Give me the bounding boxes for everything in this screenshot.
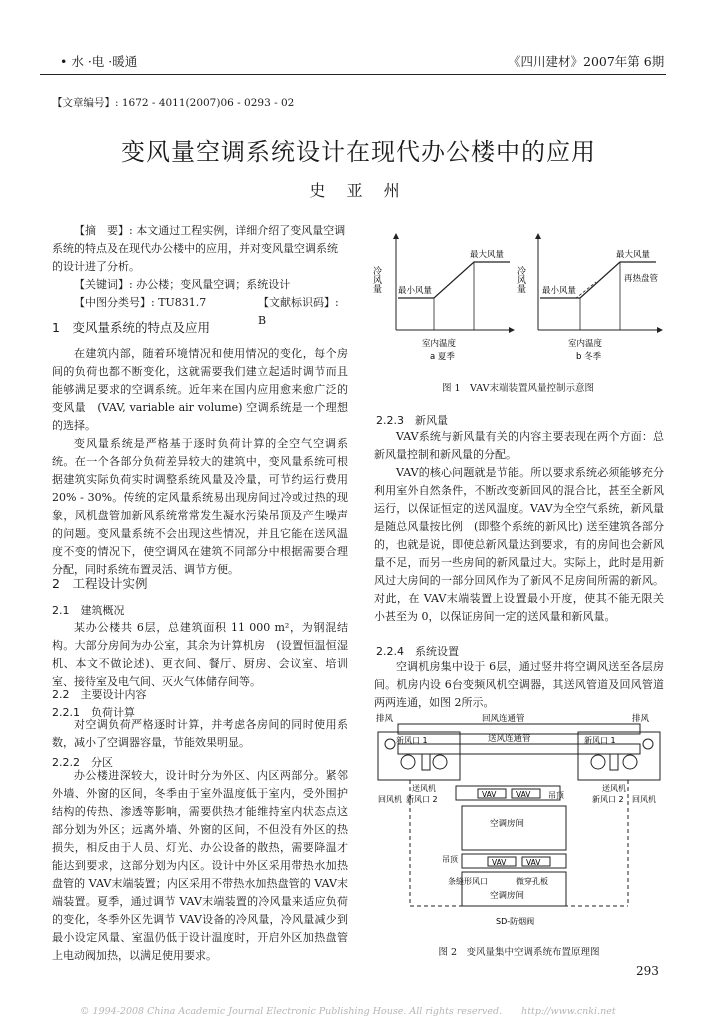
ahu-left xyxy=(378,732,460,804)
journal-section: • 水 ·电 ·暖通 xyxy=(60,54,138,69)
vav-box-4-label: VAV xyxy=(526,858,541,867)
section-2-heading: 2 工程设计实例 xyxy=(52,576,148,591)
section-1-para-2: 变风量系统是严格基于逐时负荷计算的全空气空调系统。在一个各部分负荷差异较大的建筑中，变风量系统可根据建筑实际负荷实时调整系统风量及冷量，可节约运行费用 20% - 30%。传统的定风量系统易出现房间过冷或过热的现象，风机盘管加新风系统常常发生凝水污染吊顶及产生噪声的问题。变风量系统不会出现这些情况，并且它能在送风温度不变的情况下，使空调风在建筑不同部分中根据需要合理分配，同时系统布置灵活、调节方便。 xyxy=(52,437,348,576)
exhaust-right-label: 排风 xyxy=(632,714,650,724)
figure-1-caption: 图 1 VAV末端装置风量控制示意图 xyxy=(441,383,595,394)
panel-b-reheat-label: 再热盘管 xyxy=(624,274,659,284)
doc-code: 【文献标识码】: B xyxy=(258,296,339,327)
section-2-2-3-para-2: VAV的核心问题就是节能。所以要求系统必须能够充分利用室外自然条件，不断改变新回风的混合比，甚至全新风运行，以保证恒定的送风温度。VAV为全空气系统，新风量是随总风量按比例 (即整个系统的新风比) 送至建筑各部分的，也就是说，即使总新风量达到要求，有的房间也会新风量不足，而另一些房间的新风量过大。实际上，此时是用新风过大房间的一部分回风作为了新风不足房间所需的新风。对此，在 VAV末端装置上设置最小开度，使其不能无限关小甚至为 0，以保证房间一定的送风量和新风量。 xyxy=(374,466,664,623)
section-2-2-1-para: 对空调负荷严格逐时计算，并考虑各房间的同时使用系数，减小了空调器容量，节能效果明显。 xyxy=(52,718,348,749)
ahu-left-coil xyxy=(422,754,430,770)
return-fan-left-label: 回风机 xyxy=(378,795,402,804)
supply-connecting-duct xyxy=(398,744,640,754)
ceiling-2-label: 吊顶 xyxy=(442,855,458,864)
fresh-inlet-1-right: 新风口 1 xyxy=(584,736,616,745)
section-2-2-4-heading: 2.2.4 系统设置 xyxy=(376,645,459,658)
figure-1 xyxy=(370,226,666,386)
section-2-1-heading: 2.1 建筑概况 xyxy=(52,604,125,617)
figure-1-panel-b xyxy=(515,236,660,362)
supply-duct-label: 送风连通管 xyxy=(488,734,531,744)
vav-box-3-label: VAV xyxy=(492,858,507,867)
copyright-footer: © 1994-2008 China Academic Journal Electronic Publishing House. All rights reserved. http://www.cnki.net xyxy=(80,1006,616,1017)
fresh-inlet-1-left: 新风口 1 xyxy=(396,736,428,745)
panel-b-ylabel: 冷风量 xyxy=(515,266,525,293)
page-number: 293 xyxy=(636,964,659,978)
ahu-left-fan2-icon xyxy=(433,755,447,769)
section-2-1-para: 某办公楼共 6层，总建筑面积 11 000 m²，为钢混结构。大部分房间为办公室，其余为计算机房 (设置恒温恒湿机、本文不做论述)、更衣间、餐厅、厨房、会议室、培训室、接待室及电气间、灭火气体储存间等。 xyxy=(52,621,348,688)
return-fan-right-label: 回风机 xyxy=(632,795,656,804)
section-2-2-3-para-1: VAV系统与新风量有关的内容主要表现在两个方面：总新风量控制和新风量的分配。 xyxy=(374,430,664,461)
panel-b-min-label: 最小风量 xyxy=(542,286,577,296)
ahu-left-motor-icon xyxy=(385,739,395,749)
section-2-2-2-heading: 2.2.2 分区 xyxy=(52,756,113,769)
room-1 xyxy=(456,786,566,850)
article-number: 【文章编号】: 1672 - 4011(2007)06 - 0293 - 02 xyxy=(52,97,295,109)
ahu-left-fan-icon xyxy=(401,755,415,769)
smoke-damper-label: SD-防烟阀 xyxy=(496,917,535,926)
section-2-2-3-body xyxy=(374,428,664,626)
section-2-2-2-body xyxy=(52,767,348,965)
panel-b-caption: b 冬季 xyxy=(576,352,602,362)
header-rule xyxy=(40,74,666,75)
ahu-right xyxy=(578,732,660,804)
author: 史 亚 州 xyxy=(309,181,408,200)
keywords: 【关键词】: 办公楼；变风量空调；系统设计 xyxy=(74,278,291,291)
section-1-body xyxy=(52,345,348,579)
supply-fan-right-label: 送风机 xyxy=(602,784,626,793)
figure-1-panel-a xyxy=(371,236,512,362)
section-2-1-body xyxy=(52,619,348,691)
room-1-label: 空调房间 xyxy=(490,819,525,829)
room-2-label: 空调房间 xyxy=(490,891,525,901)
ahu-right-motor-icon xyxy=(643,739,653,749)
panel-a-max-label: 最大风量 xyxy=(470,250,505,260)
supply-fan-left-label: 送风机 xyxy=(412,784,436,793)
panel-a-xlabel: 室内温度 xyxy=(422,339,457,349)
return-duct-label: 回风连通管 xyxy=(482,714,525,724)
figure-2 xyxy=(370,710,668,932)
section-2-2-4-body xyxy=(374,658,664,712)
section-2-2-1-body xyxy=(52,716,348,752)
abstract-text: 【摘 要】: 本文通过工程实例，详细介绍了变风量空调系统的特点及在现代办公楼中的应用，并对变风量空调系统的设计进了分析。 xyxy=(52,224,346,273)
section-1-para-1: 在建筑内部，随着环境情况和使用情况的变化，每个房间的负荷也都不断变化，这就需要我们建立起适时调节而且能够满足要求的空调系统。近年来在国内应用愈来愈广泛的变风量 (VAV, variable air volume) 空调系统是一个理想的选择。 xyxy=(52,347,348,432)
section-2-2-1-heading: 2.2.1 负荷计算 xyxy=(52,706,135,719)
panel-a-ylabel: 冷风量 xyxy=(371,266,381,293)
vav-box-2-label: VAV xyxy=(516,790,531,799)
room-2 xyxy=(442,854,566,906)
perforated-panel-label: 微穿孔板 xyxy=(516,877,548,886)
fresh-inlet-2-left: 新风口 2 xyxy=(406,795,438,804)
abstract xyxy=(52,222,348,327)
panel-a-caption: a 夏季 xyxy=(430,352,455,362)
room-1-supply-branch xyxy=(456,786,560,800)
class-number: 【中图分类号】: TU831.7 xyxy=(74,296,207,309)
fresh-inlet-2-right: 新风口 2 xyxy=(592,795,624,804)
vav-box-1-label: VAV xyxy=(482,790,497,799)
ahu-right-fan2-icon xyxy=(623,755,637,769)
section-1-heading: 1 变风量系统的特点及应用 xyxy=(52,320,210,335)
ahu-right-coil xyxy=(610,754,618,770)
figure-2-caption: 图 2 变风量集中空调系统布置原理图 xyxy=(438,947,600,958)
section-2-2-4-para: 空调机房集中设于 6层，通过竖井将空调风送至各层房间。机房内设 6台变频风机空调器，其送风管道及回风管道两两连通，如图 2所示。 xyxy=(374,660,664,709)
section-2-2-2-para: 办公楼进深较大，设计时分为外区、内区两部分。紧邻外墙、外窗的区间，冬季由于室外温度低于室内，受外围护结构的传热、渗透等影响，需要供热才能维持室内状态点这部分划为外区；远离外墙、外窗的区间，不但没有外区的热损失，相反由于人员、灯光、办公设备的散热，需要降温才能达到要求，这部分划为内区。设计中外区采用带热水加热盘管的 VAV末端装置；内区采用不带热水加热盘管的 VAV末端装置。夏季，通过调节 VAV末端装置的冷风量来适应负荷的变化，冬季外区先调节 VAV设备的冷风量，冷风量减少到最小设定风量、室温仍低于设计温度时，开启外区加热盘管上电动阀加热，以满足使用要求。 xyxy=(52,769,348,962)
panel-b-xlabel: 室内温度 xyxy=(568,339,603,349)
ahu-right-fan-icon xyxy=(591,755,605,769)
panel-b-max-label: 最大风量 xyxy=(616,250,651,260)
paper-title: 变风量空调系统设计在现代办公楼中的应用 xyxy=(121,138,596,166)
exhaust-left-label: 排风 xyxy=(376,714,394,724)
panel-a-min-label: 最小风量 xyxy=(398,286,433,296)
section-2-2-heading: 2.2 主要设计内容 xyxy=(52,688,147,701)
ceiling-1-label: 吊顶 xyxy=(548,791,564,800)
classification-line xyxy=(52,294,348,327)
journal-issue: 《四川建材》2007年第 6期 xyxy=(508,54,665,69)
section-2-2-3-heading: 2.2.3 新风量 xyxy=(376,414,448,427)
slot-diffuser-label: 条缝形风口 xyxy=(448,877,488,886)
